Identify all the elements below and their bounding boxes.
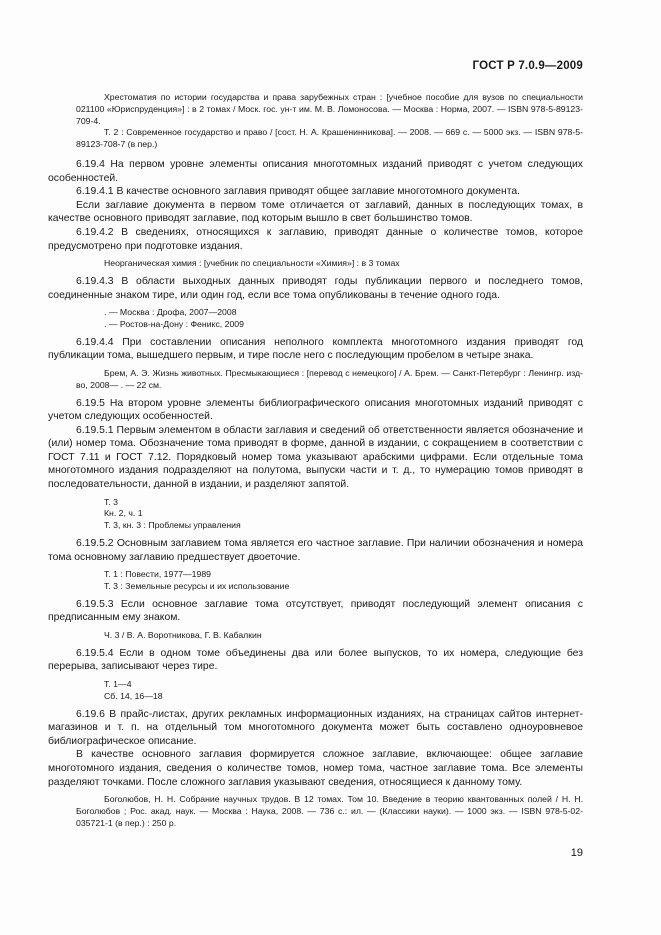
- example-rostov: . — Ростов-на-Дону : Феникс, 2009: [104, 318, 244, 329]
- clause-6-19-5-4: 6.19.5.4 Если в одном томе объединены два или более выпусков, то их номера, следующие без перерыва, записывают через тире.: [48, 647, 583, 673]
- page-number: 19: [570, 847, 583, 859]
- clause-6-19-6: 6.19.6 В прайс-листах, других рекламных информационных изданиях, на страницах сайтов интернет-магазинов и т. п. на отдельный том многотомного документа может быть составлено одноуровневое библиографическое описание.: [48, 708, 583, 747]
- page-body: [48, 92, 583, 830]
- example-vol-1-4: Т. 1—4: [104, 679, 132, 689]
- example-vol-3: Т. 3: [104, 496, 119, 507]
- clause-6-19-5: 6.19.5 На втором уровне элементы библиографического описания многотомных изданий приводят с учетом следующих особенностей.: [48, 397, 583, 423]
- clause-6-19-4: 6.19.4 На первом уровне элементы описания многотомных изданий приводят с учетом следующих особенностей.: [48, 158, 583, 184]
- example-volume-record: Т. 2 : Современное государство и право / [сост. Н. А. Крашенинникова]. — 2008. — 669 с. — 5000 экз. — ISBN 978-5-89123-708-7 (в пер.): [76, 127, 583, 150]
- clause-6-19-4-2: 6.19.4.2 В сведениях, относящихся к заглавию, приводят данные о количестве томов, которое предусмотрено при подготовке издания.: [48, 226, 583, 252]
- example-stories: Т. 1 : Повести, 1977—1989: [104, 569, 212, 580]
- example-management: Т. 3, кн. 3 : Проблемы управления: [104, 520, 241, 531]
- paragraph-complex-title: В качестве основного заглавия формируется сложное заглавие, включающее: общее заглавие многотомного издания, сведения о количестве томов, номер тома, частное заглавие тома. Все элементы разделяют точками. После сложного заглавия указывают сведения, относящиеся к данному тому.: [48, 749, 583, 788]
- paragraph-first-volume-title: Если заглавие документа в первом томе отличается от заглавий, данных в последующих томах, в качестве основного приводят заглавие, под которым вышло в свет большинство томов.: [48, 199, 583, 225]
- example-brehm: Брем, А. Э. Жизнь животных. Пресмыкающиеся : [перевод с немецкого] / А. Брем. — Санкт-Петербург : Ленингр. изд-во, 2008— . — 22 см.: [76, 367, 583, 390]
- example-book-2-part-1: Кн. 2, ч. 1: [104, 508, 143, 519]
- clause-6-19-5-3: 6.19.5.3 Если основное заглавие тома отсутствует, приводят последующий элемент описания с предписанным ему знаком.: [48, 598, 583, 624]
- clause-6-19-5-2: 6.19.5.2 Основным заглавием тома является его частное заглавие. При наличии обозначения и номера тома основному заглавию предшествует двоеточие.: [48, 538, 583, 563]
- example-anthology-record: Хрестоматия по истории государства и права зарубежных стран : [учебное пособие для вузов по специальности 021100 «Юриспруденция»] : в 2 томах / Моск. гос. ун-т им. М. В. Ломоносова. — Москва : Норма, 2007. — ISBN 978-5-89123-709-4.: [76, 92, 583, 126]
- example-land-resources: Т. 3 : Земельные ресурсы и их использование: [104, 581, 290, 592]
- clause-6-19-5-1: 6.19.5.1 Первым элементом в области заглавия и сведений об ответственности является обозначение и (или) номер тома. Обозначение тома приводят в форме, данной в издании, с сокращением в соответствии с ГОСТ 7.11 и ГОСТ 7.12. Порядковый номер тома указывают арабскими цифрами. Если отдельные тома многотомного издания подразделяют на полутома, выпуски части и т. д., то нумерацию томов приводят в последовательности, данной в издании, и разделяют запятой.: [48, 424, 583, 491]
- example-coll-14: Сб. 14, 16—18: [104, 690, 163, 701]
- example-chemistry: Неорганическая химия : [учебник по специальности «Химия»] : в 3 томах: [104, 258, 400, 269]
- clause-6-19-4-4: 6.19.4.4 При составлении описания неполного комплекта многотомного издания приводят год публикации тома, вышедшего первым, и тире после него с последующим пробелом в четыре знака.: [48, 336, 583, 362]
- standard-designation: ГОСТ Р 7.0.9—2009: [472, 60, 583, 72]
- clause-6-19-4-3: 6.19.4.3 В области выходных данных приводят годы публикации первого и последнего томов, соединенные знаком тире, или один год, если все тома опубликованы в течение одного года.: [48, 275, 583, 301]
- example-bogolyubov: Боголюбов, Н. Н. Собрание научных трудов. В 12 томах. Том 10. Введение в теорию квантованных полей / Н. Н. Боголюбов ; Рос. акад. наук. — Москва : Наука, 2008. — 736 с.: ил. — (Классики науки). — 1000 экз. — ISBN 978-5-02-035721-1 (в пер.) : 250 р.: [76, 794, 583, 828]
- clause-6-19-4-1: 6.19.4.1 В качестве основного заглавия приводят общее заглавие многотомного документа.: [76, 186, 521, 198]
- example-part-3: Ч. 3 / В. А. Воротникова, Г. В. Кабалкин: [104, 630, 262, 641]
- example-moscow: . — Москва : Дрофа, 2007—2008: [104, 307, 237, 318]
